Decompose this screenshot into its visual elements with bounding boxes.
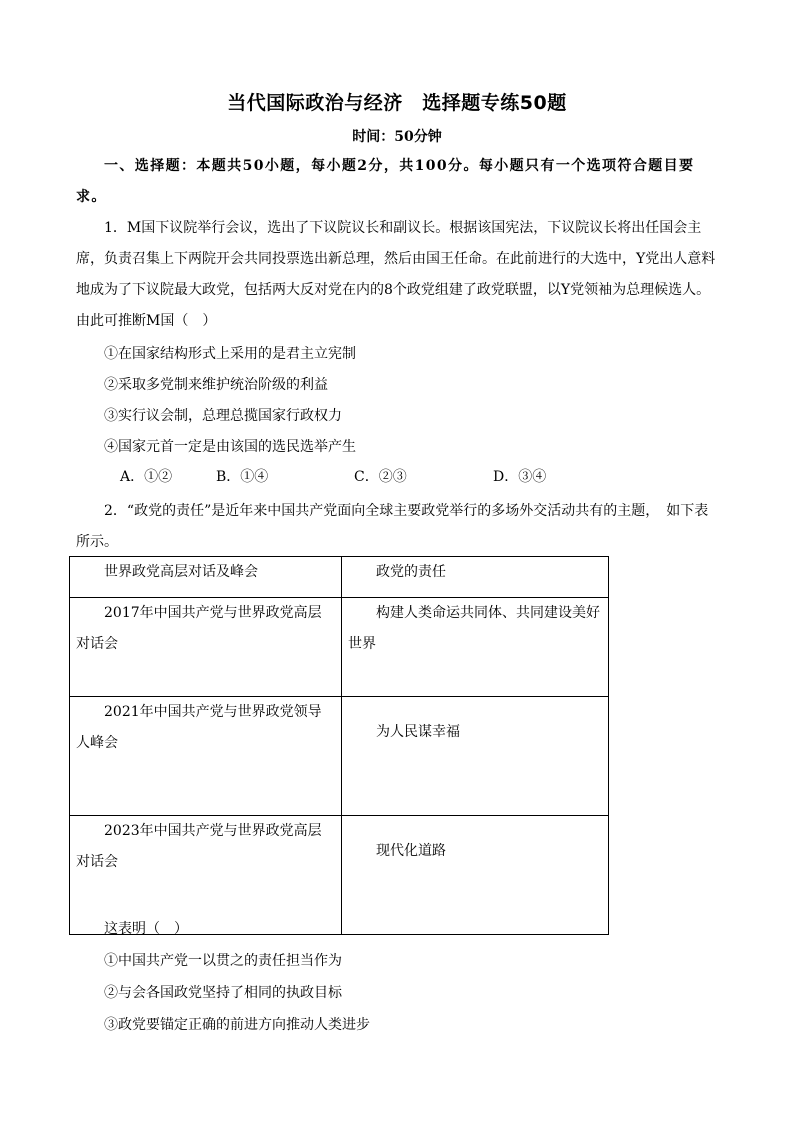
table-cell: 现代化道路 [342, 816, 609, 935]
table-cell: 为人民谋幸福 [342, 697, 609, 816]
question-2-stem: 2．“政党的责任”是近年来中国共产党面向全球主要政党举行的多场外交活动共有的主题， 如下表所示。 [76, 503, 709, 550]
table-cell: 构建人类命运共同体、共同建设美好世界 [342, 598, 609, 697]
question-1-option-1: ①在国家结构形式上采用的是君主立宪制 [104, 346, 356, 362]
table-cell: 2021年中国共产党与世界政党领导人峰会 [70, 697, 342, 816]
choice-c[interactable]: C．②③ [354, 469, 407, 485]
question-2-option-1: ①中国共产党一以贯之的责任担当作为 [104, 953, 342, 969]
question-1-option-2: ②采取多党制来维护统治阶级的利益 [104, 377, 328, 393]
table-cell: 2023年中国共产党与世界政党高层对话会 [70, 816, 342, 935]
question-2-prompt: 这表明（ ） [104, 921, 188, 937]
dialogue-table [69, 556, 609, 935]
question-1-option-3: ③实行议会制，总理总揽国家行政权力 [104, 408, 342, 424]
question-2-option-3: ③政党要锚定正确的前进方向推动人类进步 [104, 1017, 370, 1033]
table-header-cell: 政党的责任 [342, 557, 609, 598]
table-row [70, 816, 609, 935]
time-limit: 时间：50分钟 [352, 129, 442, 145]
question-2-option-2: ②与会各国政党坚持了相同的执政目标 [104, 985, 342, 1001]
page-title: 当代国际政治与经济 选择题专练50题 [227, 92, 567, 114]
section-instructions: 一、选择题：本题共50小题，每小题2分，共100分。每小题只有一个选项符合题目要求。 [76, 158, 695, 205]
choice-a[interactable]: A．①② [120, 469, 173, 485]
choice-d[interactable]: D．③④ [493, 469, 547, 485]
table-header-cell: 世界政党高层对话及峰会 [70, 557, 342, 598]
table-header-row [70, 557, 609, 598]
question-1-option-4: ④国家元首一定是由该国的选民选举产生 [104, 439, 356, 455]
choice-b[interactable]: B．①④ [216, 469, 269, 485]
table-row [70, 697, 609, 816]
table-cell: 2017年中国共产党与世界政党高层对话会 [70, 598, 342, 697]
question-1-stem: 1．M国下议院举行会议，选出了下议院议长和副议长。根据该国宪法，下议院议长将出任国会主席，负责召集上下两院开会共同投票选出新总理，然后由国王任命。在此前进行的大选中，Y党出人意料地成为了下议院最大政党，包括两大反对党在内的8个政党组建了政党联盟，以Y党领袖为总理候选人。由此可推断M国（ ） [76, 220, 716, 329]
table-row [70, 598, 609, 697]
